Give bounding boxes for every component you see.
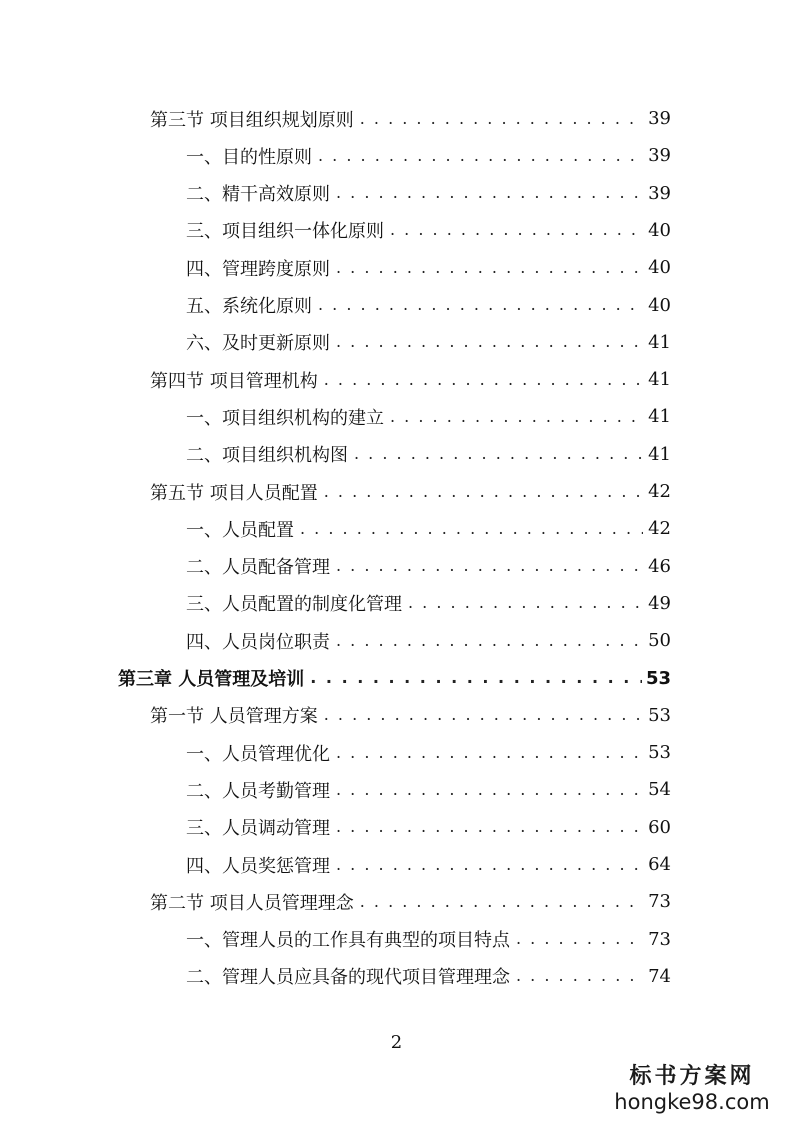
toc-label: 二、管理人员应具备的现代项目管理理念 [186,967,510,989]
toc-page-number: 41 [648,331,671,353]
toc-section[interactable] [150,473,671,510]
toc-leader-dots [324,484,643,500]
toc-label: 四、人员岗位职责 [186,631,330,653]
toc-leader-dots [336,745,643,761]
toc-page-number: 53 [648,742,671,764]
toc-leader-dots [318,297,643,313]
toc-page-number: 53 [648,704,671,726]
toc-item[interactable] [186,436,671,473]
toc-label: 第三章 人员管理及培训 [118,669,305,690]
toc-leader-dots [336,857,643,873]
toc-label: 二、人员配备管理 [186,557,330,579]
toc-page-number: 42 [648,518,671,540]
toc-section[interactable] [150,361,671,398]
watermark-cn: 标书方案网 [629,1064,755,1089]
toc-label: 一、人员管理优化 [186,743,330,765]
toc-section[interactable] [150,883,671,920]
toc-leader-dots [390,222,643,238]
toc-leader-dots [390,409,643,425]
toc-item[interactable] [186,958,671,995]
toc-label: 一、项目组织机构的建立 [186,407,384,429]
page-number: 2 [390,1032,403,1053]
toc-item[interactable] [186,771,671,808]
toc-item[interactable] [186,324,671,361]
toc-leader-dots [336,558,643,574]
toc-item[interactable] [186,622,671,659]
toc-label: 四、管理跨度原则 [186,258,330,280]
toc-page-number: 54 [648,779,671,801]
toc-label: 五、系统化原则 [186,296,312,317]
toc-leader-dots [300,521,643,537]
toc-label: 三、人员调动管理 [186,818,330,840]
toc-item[interactable] [186,734,671,771]
toc-leader-dots [336,185,643,201]
toc-label: 第一节 人员管理方案 [150,706,318,728]
watermark-url: hongke98.com [614,1090,770,1114]
toc-section[interactable] [150,100,671,137]
toc-label: 六、及时更新原则 [186,333,330,355]
toc-label: 一、目的性原则 [186,146,312,168]
toc-page-number: 60 [648,816,671,838]
toc-label: 第四节 项目管理机构 [150,370,318,392]
toc-leader-dots [324,372,643,388]
toc-page-number: 41 [648,406,671,428]
toc-item[interactable] [186,510,671,547]
toc-leader-dots [336,334,643,350]
toc-item[interactable] [186,175,671,212]
toc-leader-dots [354,446,643,462]
toc-label: 四、人员奖惩管理 [186,855,330,877]
toc-page-number: 50 [648,630,671,652]
toc-label: 第二节 项目人员管理理念 [150,892,354,914]
toc-page-number: 39 [648,145,671,167]
toc-label: 三、人员配置的制度化管理 [186,594,402,616]
toc-item[interactable] [186,287,671,324]
toc-item[interactable] [186,809,671,846]
toc-label: 二、精干高效原则 [186,184,330,206]
toc-leader-dots [360,111,643,127]
toc-leader-dots [360,894,643,910]
toc-item[interactable] [186,548,671,585]
toc-item[interactable] [186,921,671,958]
toc-page-number: 73 [648,891,671,913]
toc-label: 一、人员配置 [186,519,294,541]
toc-item[interactable] [186,585,671,622]
toc-page-number: 49 [648,592,671,614]
toc-item[interactable] [186,137,671,174]
toc-item[interactable] [186,249,671,286]
toc-label: 三、项目组织一体化原则 [186,221,384,243]
toc-page-number: 73 [648,928,671,950]
toc-leader-dots [336,782,643,798]
toc-page-number: 41 [648,369,671,391]
toc-page-number: 40 [648,294,671,316]
toc-leader-dots [408,595,643,611]
toc-page-number: 53 [645,667,671,689]
toc-leader-dots [516,968,643,984]
toc-page-number: 41 [648,443,671,465]
toc-page-number: 46 [648,555,671,577]
toc-page-number: 40 [648,257,671,279]
toc-leader-dots [336,260,643,276]
toc-leader-dots [318,148,643,164]
toc-leader-dots [336,819,643,835]
toc-page-number: 39 [648,108,671,129]
toc-label: 二、项目组织机构图 [186,445,348,467]
toc-item[interactable] [186,846,671,883]
watermark-logo [607,1064,777,1114]
toc-leader-dots [324,707,643,723]
toc-section[interactable] [150,697,671,734]
toc-label: 第三节 项目组织规划原则 [150,109,354,131]
toc-item[interactable] [186,398,671,435]
toc-leader-dots [336,633,643,649]
toc-page-number: 74 [648,965,671,987]
toc-label: 第五节 项目人员配置 [150,482,318,504]
toc-chapter[interactable] [118,660,671,697]
toc-label: 一、管理人员的工作具有典型的项目特点 [186,930,510,952]
toc-leader-dots [516,931,643,947]
toc-page-number: 42 [648,481,671,502]
toc-item[interactable] [186,212,671,249]
toc-leader-dots [310,670,642,686]
toc-page-number: 64 [648,854,671,875]
toc-page-number: 39 [648,182,671,204]
toc-label: 二、人员考勤管理 [186,780,330,802]
toc-page-number: 40 [648,219,671,241]
